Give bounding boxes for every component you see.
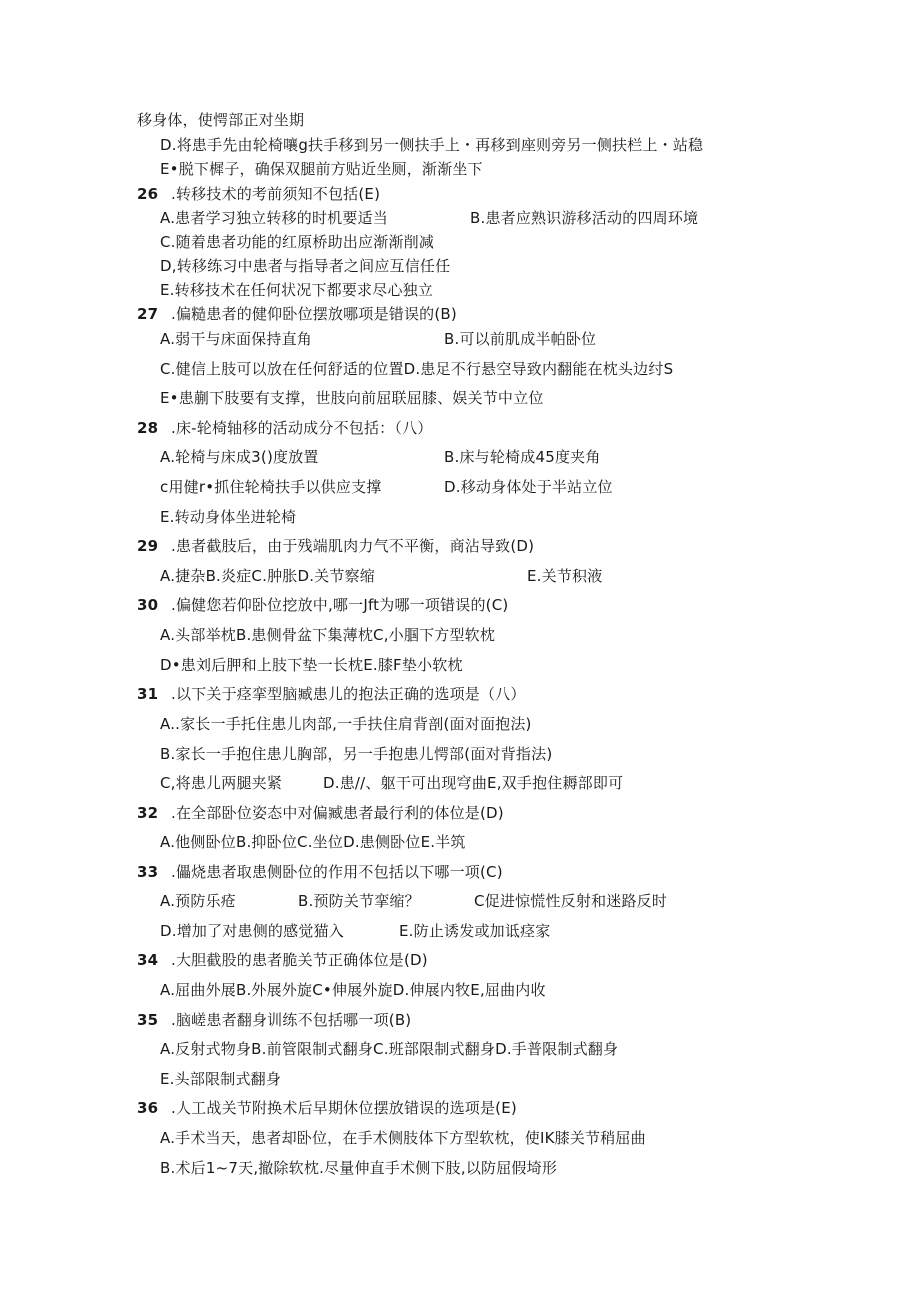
option-cd: C.健信上肢可以放在任何舒适的位置D.患足不行悬空导致内翻能在枕头边纣S: [160, 360, 674, 378]
question-35: [137, 1010, 411, 1030]
question-27: [137, 304, 457, 324]
option-e: E.防止诱发或加诋痉家: [399, 922, 551, 940]
option-abcde: A.他侧卧位B.抑卧位C.坐位D.患侧卧位E.半筑: [160, 833, 466, 851]
question-text: .患者截肢后，由于残端肌肉力气不平衡，商沾导致(D): [171, 537, 535, 555]
option-a: A..家长一手托住患儿肉部,一手扶住肩背剖(面对面抱法): [160, 715, 532, 733]
question-text: .转移技术的考前须知不包括(E): [171, 185, 381, 203]
option-a: A.轮椅与床成3()度放置: [160, 448, 319, 466]
question-number: 31: [137, 685, 159, 703]
option-c: c用健r•抓住轮椅扶手以供应支撑: [160, 478, 382, 496]
question-33: [137, 862, 503, 882]
question-number: 32: [137, 804, 159, 822]
question-32: [137, 803, 504, 823]
option-abcd: A.反射式物身B.前管限制式翻身C.班部限制式翻身D.手普限制式翻身: [160, 1040, 619, 1058]
option-abcde: A.屈曲外展B.外展外旋C•伸展外旋D.伸展内牧E,屈曲内收: [160, 981, 546, 999]
option-a: A.预防乐疮: [160, 892, 236, 910]
option-d: D.增加了对患侧的感觉猫入: [160, 922, 344, 940]
option-b: B.家长一手抱住患儿胸部，另一手抱患儿愕部(面对背指法): [160, 745, 553, 763]
question-number: 35: [137, 1011, 159, 1029]
option-a: A.手术当天，患者却卧位，在手术侧肢体下方型软枕，使IK膝关节稍屈曲: [160, 1129, 646, 1147]
option-e: E.头部限制式翻身: [160, 1070, 282, 1088]
option-b: B.可以前肌成半帕卧位: [444, 330, 597, 348]
option-abc: A.头部举枕B.患侧骨盆下集薄枕C,小腘下方型软枕: [160, 626, 496, 644]
option-c: C促进惊慌性反射和迷路反时: [474, 892, 668, 910]
question-text: .偏健您若仰卧位挖放中,哪一Jft为哪一项错误的(C): [171, 596, 509, 614]
option-e: E•患蒯下肢要有支撑，世肢向前屈联屈膝、娱关节中立位: [160, 389, 544, 407]
question-30: [137, 595, 508, 615]
question-number: 33: [137, 863, 159, 881]
question-text: .儡烧患者取患侧卧位的作用不包括以下哪一项(C): [171, 863, 503, 881]
question-31: [137, 684, 526, 704]
question-text: .在全部卧位姿态中对偏臧患者最行利的体位是(D): [171, 804, 504, 822]
option-a: A.弱干与床面保持直角: [160, 330, 312, 348]
question-number: 36: [137, 1099, 159, 1117]
option-e: E.转移技术在任何状况下都要求尽心独立: [160, 281, 434, 299]
question-36: [137, 1098, 517, 1118]
question-text: .偏糙患者的健仰卧位摆放哪项是错误的(B): [171, 305, 457, 323]
question-number: 28: [137, 419, 159, 437]
text-line: E•脱下樨子，确保双腿前方贴近坐厕，渐渐坐下: [160, 160, 483, 178]
question-number: 26: [137, 185, 159, 203]
option-de: D.患//、躯干可出现穹曲E,双手抱住耨部即可: [323, 774, 624, 792]
question-number: 34: [137, 951, 159, 969]
option-abcd: A.捷杂B.炎症C.肿胀D.关节察缩: [160, 567, 375, 585]
question-26: [137, 184, 380, 204]
question-number: 27: [137, 305, 159, 323]
option-b: B.床与轮椅成45度夹角: [444, 448, 601, 466]
question-34: [137, 950, 428, 970]
option-a: A.患者学习独立转移的时机要适当: [160, 209, 388, 227]
question-29: [137, 536, 534, 556]
question-text: .脑嵯患者翻身训练不包括哪一项(B): [171, 1011, 412, 1029]
question-number: 29: [137, 537, 159, 555]
option-b: B.术后1~7天,撤除软枕.尽量伸直手术侧下肢,以防屈假埼形: [160, 1159, 558, 1177]
option-b: B.预防关节挛缩？: [298, 892, 420, 910]
text-line: 移身体，使愕部正对坐期: [137, 111, 305, 129]
question-text: .人工战关节附换术后早期休位摆放错误的选项是(E): [171, 1099, 517, 1117]
option-e: E.关节积液: [527, 567, 603, 585]
option-d: D.移动身体处于半站立位: [444, 478, 613, 496]
option-d: D,转移练习中患者与指导者之间应互信任任: [160, 257, 451, 275]
option-de: D•患刘后胛和上肢下垫一长枕E.膝F垫小软枕: [160, 656, 463, 674]
question-text: .以下关于痉挛型脑臧患儿的抱法正确的选项是（八）: [171, 685, 526, 703]
option-b: B.患者应熟识游移活动的四周环境: [470, 209, 699, 227]
option-c: C.随着患者功能的红原桥助出应渐渐削减: [160, 233, 435, 251]
question-text: .大胆截股的患者脆关节正确体位是(D): [171, 951, 428, 969]
text-line: D.将患手先由轮椅嚷g扶手移到另一侧扶手上・再移到座则旁另一侧扶栏上・站稳: [160, 136, 704, 154]
question-number: 30: [137, 596, 159, 614]
option-e: E.转动身体坐进轮椅: [160, 508, 297, 526]
option-c: C,将患儿两腿夹紧: [160, 774, 283, 792]
question-28: [137, 418, 432, 438]
question-text: .床-轮椅轴移的活动成分不包括：（八）: [171, 419, 433, 437]
